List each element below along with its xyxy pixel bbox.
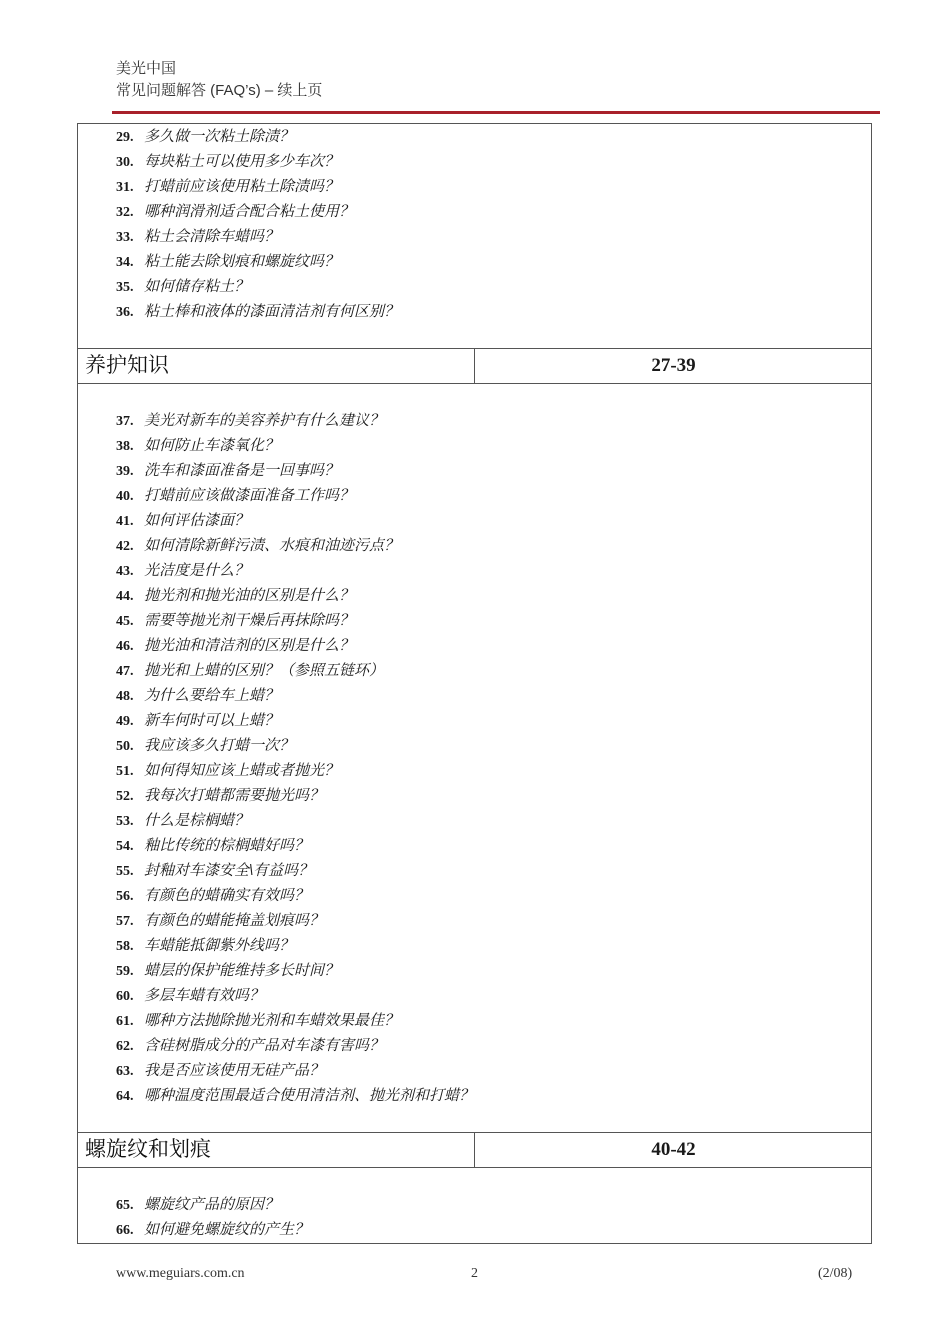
faq-item bbox=[116, 808, 474, 833]
faq-item bbox=[116, 408, 474, 433]
footer-date: (2/08) bbox=[818, 1266, 853, 1281]
footer-website: www.meguiars.com.cn bbox=[116, 1266, 245, 1281]
faq-item-number: 64. bbox=[116, 1089, 134, 1104]
faq-item-number: 40. bbox=[116, 489, 134, 504]
faq-item-number: 34. bbox=[116, 255, 134, 270]
faq-item-question: 粘土能去除划痕和螺旋纹吗？ bbox=[144, 253, 340, 270]
faq-item bbox=[116, 633, 474, 658]
faq-item bbox=[116, 433, 474, 458]
faq-item-question: 抛光和上蜡的区别？（参照五链环） bbox=[144, 662, 385, 679]
faq-item-number: 60. bbox=[116, 989, 134, 1004]
faq-item-question: 洗车和漆面准备是一回事吗？ bbox=[144, 462, 340, 479]
faq-item-number: 35. bbox=[116, 280, 134, 295]
faq-item-number: 63. bbox=[116, 1064, 134, 1079]
faq-item-question: 打蜡前应该做漆面准备工作吗？ bbox=[144, 487, 355, 504]
faq-item-number: 33. bbox=[116, 230, 134, 245]
faq-list-care bbox=[116, 408, 474, 1108]
faq-item-question: 光洁度是什么？ bbox=[144, 562, 250, 579]
faq-item-number: 44. bbox=[116, 589, 134, 604]
faq-item bbox=[116, 708, 474, 733]
faq-item bbox=[116, 908, 474, 933]
faq-item-number: 65. bbox=[116, 1198, 134, 1213]
faq-item bbox=[116, 858, 474, 883]
faq-item-question: 哪种温度范围最适合使用清洁剂、抛光剂和打蜡？ bbox=[144, 1087, 475, 1104]
faq-item-number: 36. bbox=[116, 305, 134, 320]
faq-item-number: 52. bbox=[116, 789, 134, 804]
faq-item bbox=[116, 733, 474, 758]
faq-item-question: 釉比传统的棕榈蜡好吗？ bbox=[144, 837, 310, 854]
faq-item-question: 我是否应该使用无硅产品？ bbox=[144, 1062, 325, 1079]
faq-item-number: 37. bbox=[116, 414, 134, 429]
faq-item bbox=[116, 783, 474, 808]
faq-item-number: 47. bbox=[116, 664, 134, 679]
faq-item-number: 51. bbox=[116, 764, 134, 779]
faq-item bbox=[116, 558, 474, 583]
faq-item bbox=[116, 533, 474, 558]
faq-item-question: 哪种方法抛除抛光剂和车蜡效果最佳？ bbox=[144, 1012, 400, 1029]
faq-item-number: 30. bbox=[116, 155, 134, 170]
faq-item-question: 我应该多久打蜡一次？ bbox=[144, 737, 295, 754]
faq-item-number: 61. bbox=[116, 1014, 134, 1029]
faq-item-number: 31. bbox=[116, 180, 134, 195]
faq-item-number: 50. bbox=[116, 739, 134, 754]
faq-item bbox=[116, 1192, 309, 1217]
faq-item-number: 54. bbox=[116, 839, 134, 854]
faq-item-question: 每块粘土可以使用多少车次？ bbox=[144, 153, 340, 170]
faq-item-number: 41. bbox=[116, 514, 134, 529]
faq-item-number: 39. bbox=[116, 464, 134, 479]
faq-item bbox=[116, 299, 399, 324]
faq-item-question: 需要等抛光剂干燥后再抹除吗？ bbox=[144, 612, 355, 629]
faq-item-number: 42. bbox=[116, 539, 134, 554]
faq-item bbox=[116, 833, 474, 858]
header-subtitle: 常见问题解答 (FAQ’s) – 续上页 bbox=[116, 82, 323, 99]
faq-item-question: 抛光剂和抛光油的区别是什么？ bbox=[144, 587, 355, 604]
faq-item bbox=[116, 483, 474, 508]
faq-item-number: 59. bbox=[116, 964, 134, 979]
faq-item bbox=[116, 883, 474, 908]
faq-item-question: 美光对新车的美容养护有什么建议？ bbox=[144, 412, 385, 429]
faq-item-question: 打蜡前应该使用粘土除渍吗？ bbox=[144, 178, 340, 195]
faq-item bbox=[116, 149, 399, 174]
faq-item bbox=[116, 1033, 474, 1058]
faq-item-question: 什么是棕榈蜡？ bbox=[144, 812, 250, 829]
faq-item-number: 57. bbox=[116, 914, 134, 929]
faq-item-question: 车蜡能抵御紫外线吗？ bbox=[144, 937, 295, 954]
faq-item-number: 45. bbox=[116, 614, 134, 629]
faq-item-question: 如何得知应该上蜡或者抛光？ bbox=[144, 762, 340, 779]
faq-item-question: 含硅树脂成分的产品对车漆有害吗？ bbox=[144, 1037, 385, 1054]
faq-item-number: 29. bbox=[116, 130, 134, 145]
faq-item-question: 多久做一次粘土除渍？ bbox=[144, 128, 295, 145]
faq-item bbox=[116, 1217, 309, 1242]
header-company: 美光中国 bbox=[116, 60, 177, 77]
faq-item-question: 螺旋纹产品的原因？ bbox=[144, 1196, 280, 1213]
page-header bbox=[116, 58, 322, 102]
faq-item-number: 46. bbox=[116, 639, 134, 654]
faq-item bbox=[116, 224, 399, 249]
faq-item-question: 封釉对车漆安全\有益吗？ bbox=[144, 862, 314, 879]
faq-item bbox=[116, 983, 474, 1008]
faq-item-question: 新车何时可以上蜡？ bbox=[144, 712, 280, 729]
faq-item bbox=[116, 933, 474, 958]
faq-item-question: 如何储存粘土？ bbox=[144, 278, 250, 295]
faq-item-question: 蜡层的保护能维持多长时间？ bbox=[144, 962, 340, 979]
faq-item-question: 我每次打蜡都需要抛光吗？ bbox=[144, 787, 325, 804]
faq-item-question: 粘土会清除车蜡吗？ bbox=[144, 228, 280, 245]
faq-item-question: 抛光油和清洁剂的区别是什么？ bbox=[144, 637, 355, 654]
faq-item bbox=[116, 1083, 474, 1108]
faq-item-number: 66. bbox=[116, 1223, 134, 1238]
footer-page-number: 2 bbox=[471, 1266, 478, 1281]
faq-item-question: 如何防止车漆氧化？ bbox=[144, 437, 280, 454]
faq-item bbox=[116, 583, 474, 608]
faq-item bbox=[116, 249, 399, 274]
section-pages-care: 27-39 bbox=[651, 355, 696, 376]
faq-item-question: 如何避免螺旋纹的产生？ bbox=[144, 1221, 310, 1238]
faq-item bbox=[116, 174, 399, 199]
faq-item-number: 53. bbox=[116, 814, 134, 829]
section-row-care bbox=[77, 348, 872, 384]
faq-item-number: 56. bbox=[116, 889, 134, 904]
faq-item bbox=[116, 1008, 474, 1033]
faq-item-number: 32. bbox=[116, 205, 134, 220]
faq-item-number: 43. bbox=[116, 564, 134, 579]
faq-item bbox=[116, 658, 474, 683]
faq-item-question: 哪种润滑剂适合配合粘土使用？ bbox=[144, 203, 355, 220]
faq-item bbox=[116, 124, 399, 149]
faq-item-question: 如何评估漆面？ bbox=[144, 512, 250, 529]
header-rule bbox=[112, 111, 880, 114]
faq-list-clay bbox=[116, 124, 399, 324]
faq-item-number: 48. bbox=[116, 689, 134, 704]
faq-item-question: 如何清除新鲜污渍、水痕和油迹污点？ bbox=[144, 537, 400, 554]
section-title-care: 养护知识 bbox=[85, 354, 169, 377]
faq-item bbox=[116, 508, 474, 533]
faq-item-number: 62. bbox=[116, 1039, 134, 1054]
faq-item bbox=[116, 758, 474, 783]
faq-item-question: 有颜色的蜡确实有效吗？ bbox=[144, 887, 310, 904]
faq-item-question: 有颜色的蜡能掩盖划痕吗？ bbox=[144, 912, 325, 929]
faq-item-number: 38. bbox=[116, 439, 134, 454]
faq-item bbox=[116, 958, 474, 983]
section-row-swirls bbox=[77, 1132, 872, 1168]
faq-item-question: 为什么要给车上蜡？ bbox=[144, 687, 280, 704]
faq-item-question: 多层车蜡有效吗？ bbox=[144, 987, 265, 1004]
faq-item bbox=[116, 199, 399, 224]
faq-item-number: 55. bbox=[116, 864, 134, 879]
section-title-swirls: 螺旋纹和划痕 bbox=[85, 1138, 211, 1161]
faq-item bbox=[116, 683, 474, 708]
faq-item-number: 58. bbox=[116, 939, 134, 954]
section-pages-swirls: 40-42 bbox=[651, 1139, 696, 1160]
faq-list-swirls bbox=[116, 1192, 309, 1242]
faq-item bbox=[116, 274, 399, 299]
faq-item-question: 粘土棒和液体的漆面清洁剂有何区别？ bbox=[144, 303, 400, 320]
faq-item-number: 49. bbox=[116, 714, 134, 729]
faq-item bbox=[116, 1058, 474, 1083]
faq-item bbox=[116, 608, 474, 633]
faq-item bbox=[116, 458, 474, 483]
